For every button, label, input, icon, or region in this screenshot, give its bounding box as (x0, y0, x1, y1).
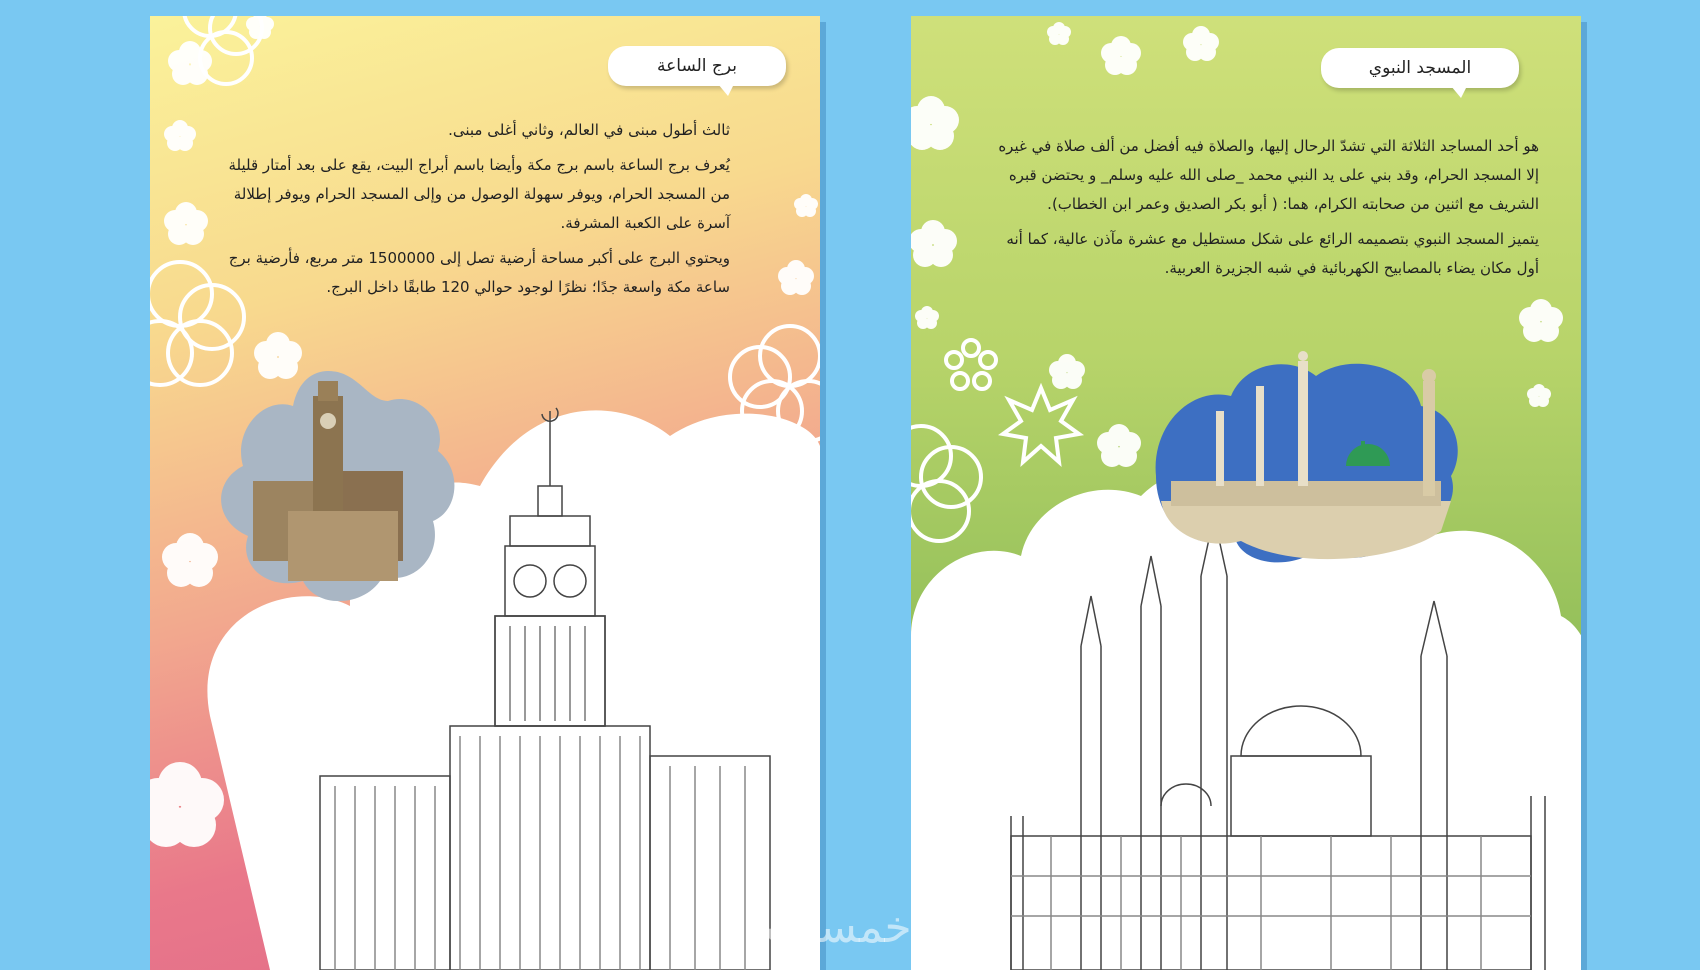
page-title: المسجد النبوي (1368, 58, 1472, 78)
flower-icon (1183, 26, 1219, 61)
page-clock-tower (150, 16, 820, 970)
flower-icon (1049, 354, 1085, 389)
flower-icon (911, 220, 957, 267)
flower-icon (168, 41, 212, 85)
page-body (222, 116, 730, 308)
flower-icon (1519, 299, 1563, 342)
page-body (983, 132, 1539, 289)
paragraph: هو أحد المساجد الثلاثة التي تشدّ الرحال إليها، والصلاة فيه أفضل من ألف صلاة في غيره إلا المسجد الحرام، وقد بني على يد النبي محمد _صلى الله عليه وسلم_ و يحتضن قبره الشريف مع اثنين من صحابته الكرام، هما: ( أبو بكر الصديق وعمر ابن الخطاب). (998, 137, 1539, 213)
paragraph: يُعرف برج الساعة باسم برج مكة وأيضا باسم أبراج البيت، يقع على بعد أمتار قليلة من المسجد الحرام، ويوفر سهولة الوصول من وإلى المسجد الحرام ويوفر إطلالة آسرة على الكعبة المشرفة. (228, 156, 730, 232)
watermark: خمسات (765, 902, 912, 953)
page-prophets-mosque (911, 16, 1581, 970)
bubble-tail (718, 84, 734, 96)
paragraph: يتميز المسجد النبوي بتصميمه الرائع على شكل مستطيل مع عشرة مآذن عالية، كما أنه أول مكان يضاء بالمصابيح الكهربائية في شبه الجزيرة العربية. (1006, 230, 1539, 277)
flower-icon (162, 533, 218, 587)
flower-icon (254, 332, 302, 379)
flower-icon (915, 306, 939, 329)
flower-icon (1047, 22, 1071, 45)
paragraph: ويحتوي البرج على أكبر مساحة أرضية تصل إلى 1500000 متر مربع، فأرضية برج ساعة مكة واسعة جدًا؛ نظرًا لوجود حوالي 120 طابقًا داخل البرج. (228, 249, 730, 296)
flower-icon (1101, 36, 1141, 75)
flower-icon (1097, 424, 1141, 467)
flower-icon (164, 202, 208, 245)
flower-icon (150, 762, 224, 847)
page-title-bubble (608, 46, 786, 86)
flower-icon (778, 260, 814, 295)
page-title: برج الساعة (657, 56, 737, 76)
mosque-photo (1156, 351, 1458, 562)
bubble-tail (1451, 86, 1467, 98)
clock-tower-photo (221, 371, 454, 601)
flower-icon (1527, 384, 1551, 407)
flower-icon (911, 96, 959, 150)
flower-icon (164, 120, 196, 151)
page-title-bubble (1321, 48, 1519, 88)
flower-icon (794, 194, 818, 217)
paragraph: ثالث أطول مبنى في العالم، وثاني أغلى مبنى. (448, 121, 730, 139)
